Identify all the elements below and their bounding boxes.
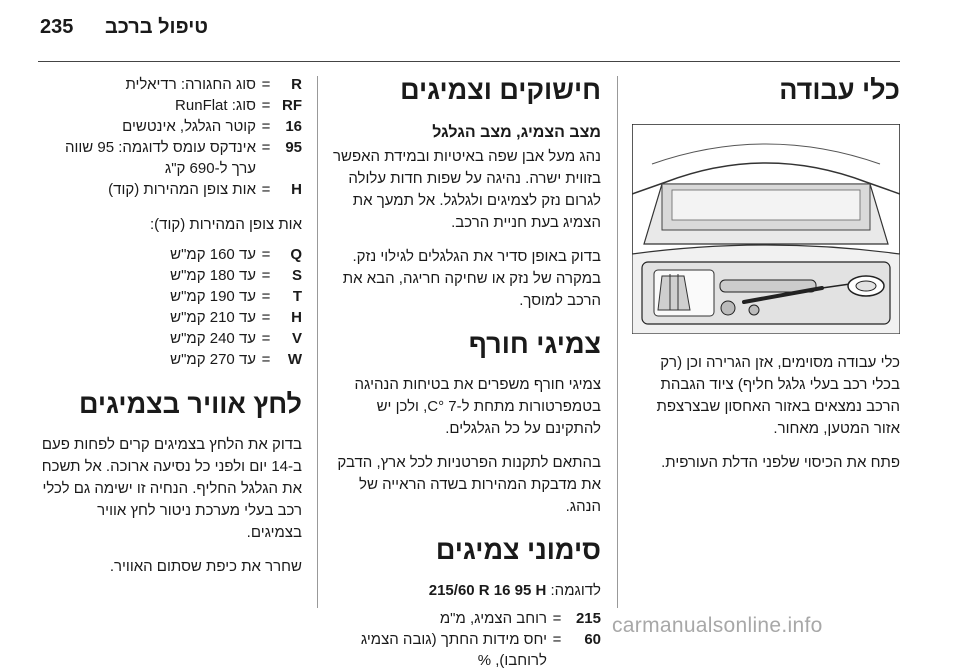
- equals-sign: =: [261, 97, 271, 114]
- speed-code-row: [38, 265, 302, 286]
- equals-sign: =: [261, 288, 271, 305]
- example-code: 215/60 R 16 95 H: [428, 582, 547, 599]
- spec-value: רוחב הצמיג, מ"מ: [439, 610, 547, 627]
- condition-title: מצב הצמיג, מצב הגלגל: [432, 124, 601, 141]
- equals-sign: =: [261, 118, 271, 135]
- equals-sign: =: [261, 267, 271, 284]
- speed-code-value: עד 190 קמ"ש: [170, 288, 256, 305]
- speed-code-key: W: [287, 351, 302, 368]
- winter-paragraph-2: בהתאם לתקנות הפרטניות לכל ארץ, הדבק את מדבקת המהירות בשדה הראייה של הנהג.: [337, 454, 601, 515]
- equals-sign: =: [261, 139, 271, 156]
- speed-code-row: [38, 307, 302, 328]
- spec-row: [38, 95, 302, 116]
- equals-sign: =: [552, 631, 562, 648]
- speed-code-value: עד 240 קמ"ש: [170, 330, 256, 347]
- watermark: carmanualsonline.info: [612, 614, 823, 637]
- spec-key: 95: [285, 139, 302, 156]
- spec-key: H: [291, 181, 302, 198]
- speed-code-key: V: [291, 330, 302, 347]
- spec-key: 60: [584, 631, 601, 648]
- speed-code-key: Q: [290, 246, 302, 263]
- speed-code-value: עד 160 קמ"ש: [170, 246, 256, 263]
- spec-key: 215: [575, 610, 601, 627]
- speed-code-value: עד 270 קמ"ש: [170, 351, 256, 368]
- spec-value: סוג: RunFlat: [175, 97, 256, 114]
- trunk-tools-illustration: [632, 124, 900, 334]
- speed-code-key: H: [291, 309, 302, 326]
- spec-key: RF: [282, 97, 302, 114]
- tools-paragraph-1: כלי עבודה מסוימים, אזן הגרירה וכן (רק בכלי רכב בעלי גלגל חליף) ציוד הגבהת הרכב נמצאים באזור האחסון שבצרצפת אזור המטען, מאחור.: [656, 354, 900, 437]
- spec-value: יחס מידות החתך (גובה הצמיג לרוחבו), %: [360, 631, 547, 669]
- column-wheels: [331, 70, 601, 671]
- equals-sign: =: [261, 309, 271, 326]
- spec-key: 16: [285, 118, 302, 135]
- tools-heading: כלי עבודה: [779, 75, 900, 105]
- designation-example: [331, 580, 601, 602]
- speed-code-intro: אות צופן המהירות (קוד):: [150, 216, 302, 233]
- equals-sign: =: [261, 246, 271, 263]
- spec-value: סוג החגורה: רדיאלית: [125, 76, 256, 93]
- spec-key: R: [291, 76, 302, 93]
- tools-paragraph-2: פתח את הכיסוי שלפני הדלת העורפית.: [661, 454, 900, 471]
- spec-value: אינדקס עומס לדוגמה: 95 שווה ערך ל-690 ק"ג: [64, 139, 256, 177]
- spec-row: [331, 629, 601, 671]
- column-divider-1: [617, 76, 618, 608]
- equals-sign: =: [261, 351, 271, 368]
- spec-value: אות צופן המהירות (קוד): [108, 181, 256, 198]
- spec-value: קוטר הגלגל, אינטשים: [122, 118, 256, 135]
- page-header-title: טיפול ברכב: [104, 16, 208, 38]
- example-label: לדוגמה:: [550, 582, 601, 599]
- pressure-paragraph-1: בדוק את הלחץ בצמיגים קרים לפחות פעם ב-14 יום ולפני כל נסיעה ארוכה. אל תשכח את הגלגל החליף. הנחיה זו ישימה גם לכלי רכב בעלי מערכת ניטור לחץ אוויר בצמיגים.: [41, 436, 302, 541]
- equals-sign: =: [261, 76, 271, 93]
- speed-code-row: [38, 244, 302, 265]
- speed-code-row: [38, 286, 302, 307]
- tyre-pressure-heading: לחץ אוויר בצמיגים: [78, 389, 302, 419]
- speed-code-row: [38, 328, 302, 349]
- spec-row: [331, 608, 601, 629]
- condition-paragraph-2: בדוק באופן סדיר את הגלגלים לגילוי נזק. במקרה של נזק או שחיקה חריגה, הבא את הרכב למוסך.: [342, 248, 601, 309]
- equals-sign: =: [261, 330, 271, 347]
- speed-code-key: S: [291, 267, 302, 284]
- column-tools: [632, 70, 900, 486]
- winter-paragraph-1: צמיגי חורף משפרים את בטיחות הנהיגה בטמפרטורות מתחת ל-7 °C, ולכן יש להתקינם על כל הגלגלים.: [354, 376, 601, 437]
- condition-paragraph-1: נהג מעל אבן שפה באיטיות ובמידת האפשר בזווית ישרה. נהיגה על שפות חדות עלולה לגרום נזק לצמיגים ולגלגל. אל תמעך את הצמיג בעת חניית הרכב.: [333, 148, 601, 231]
- equals-sign: =: [552, 610, 562, 627]
- speed-code-row: [38, 349, 302, 370]
- spec-row: [38, 179, 302, 200]
- winter-tyres-heading: צמיגי חורף: [468, 329, 601, 359]
- equals-sign: =: [261, 181, 271, 198]
- speed-code-value: עד 210 קמ"ש: [170, 309, 256, 326]
- spec-row: [38, 116, 302, 137]
- pressure-paragraph-2: שחרר את כיפת שסתום האוויר.: [109, 558, 302, 575]
- wheels-heading: חישוקים וצמיגים: [400, 75, 601, 105]
- speed-code-value: עד 180 קמ"ש: [170, 267, 256, 284]
- tyre-designations-heading: סימוני צמיגים: [435, 535, 601, 565]
- speed-code-key: T: [292, 288, 302, 305]
- column-specs: [38, 74, 302, 590]
- header-rule: [38, 61, 900, 62]
- spec-row: [38, 137, 302, 179]
- column-divider-2: [317, 76, 318, 608]
- page-number: 235: [40, 16, 74, 38]
- spec-row: [38, 74, 302, 95]
